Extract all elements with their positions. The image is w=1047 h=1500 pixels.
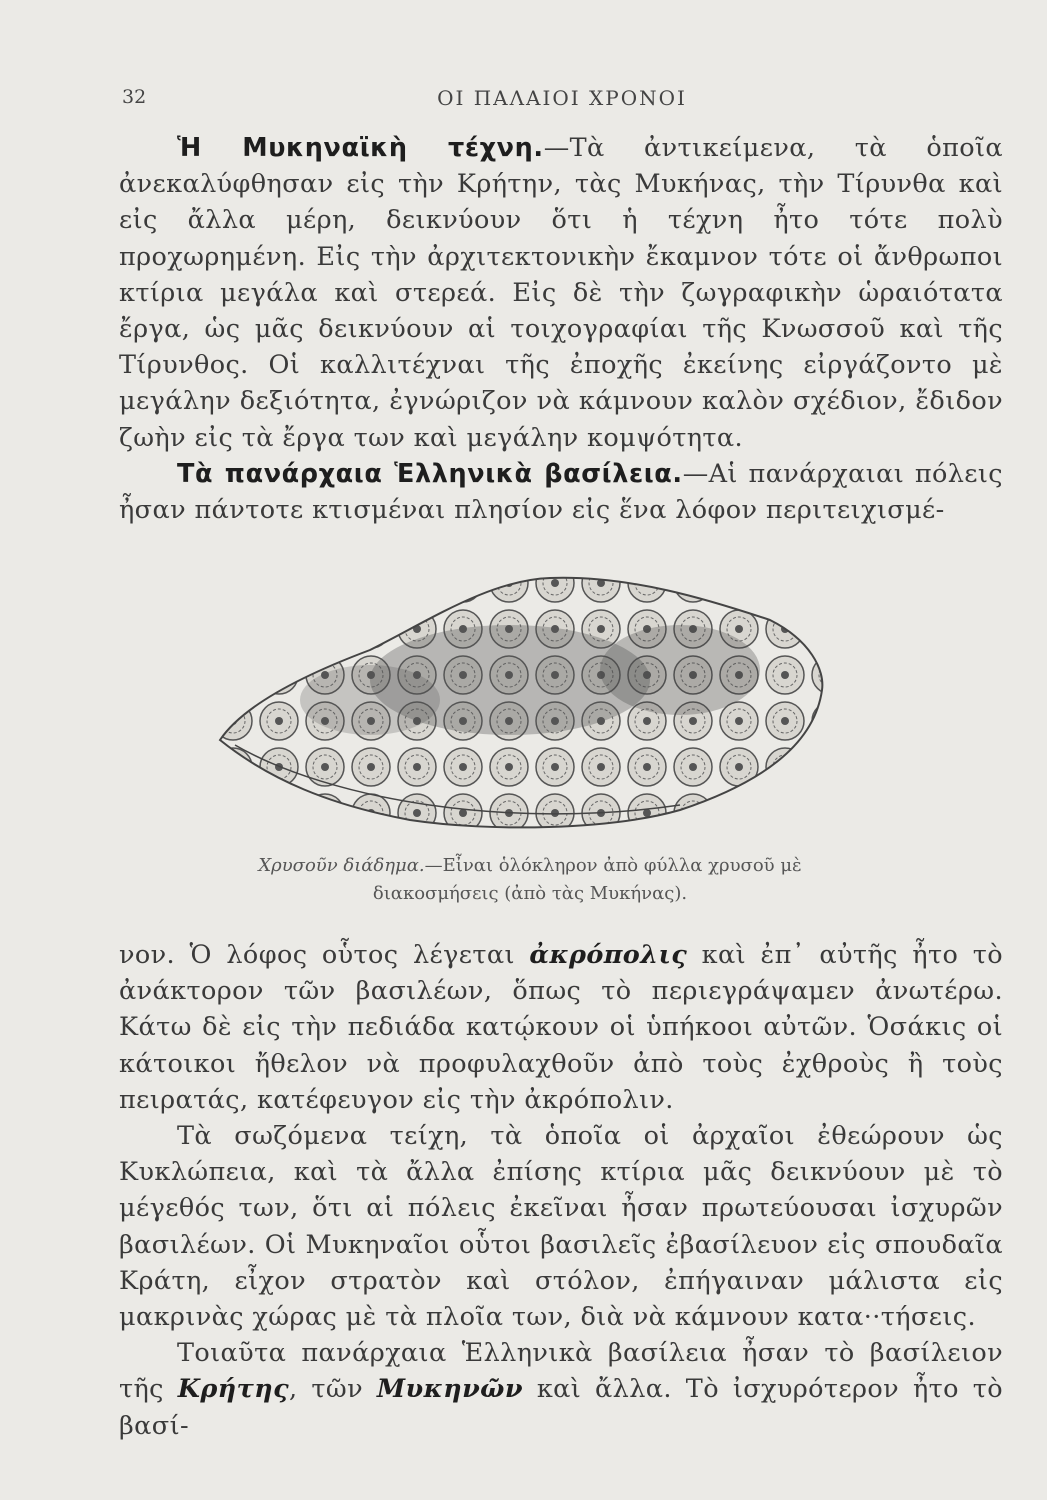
gold-diadem-illustration (210, 560, 830, 850)
paragraph-cyclopean-walls (119, 1118, 1003, 1335)
term-mycenae: Μυκηνῶν (376, 1374, 523, 1405)
paragraph-text: —Τὰ ἀντικείμενα, τὰ ὁποῖα ἀνεκαλύφθησαν εἰς τὴν Κρήτην, τὰς Μυκήνας, τὴν Τίρυνθα καὶ εἰς ἄλλα μέρη, δεικνύουν ὅτι ἡ τέχνη ἦτο τότε πολὺ προχωρημένη. Εἰς τὴν ἀρχιτεκτονικὴν ἔκαμνον τότε οἱ ἄνθρωποι κτίρια μεγάλα καὶ στερεά. Εἰς δὲ τὴν ζωγραφικὴν ὡραιότατα ἔργα, ὡς μᾶς δεικνύουν αἱ τοιχογραφίαι τῆς Κνωσσοῦ καὶ τῆς Τίρυνθος. Οἱ καλλιτέχναι τῆς ἐποχῆς ἐκείνης εἰργάζοντο μὲ μεγάλην δεξιότητα, ἐγνώριζον νὰ κάμνουν καλὸν σχέδιον, ἔδιδον ζωὴν εἰς τὰ ἔργα των καὶ μεγάλην κομψότητα. (119, 133, 1003, 453)
figure-caption (230, 852, 830, 908)
paragraph-text: καὶ ἄλλα. Τὸ ἰσχυρότερον ἦτο τὸ βασί- (119, 1374, 1004, 1441)
page-number: 32 (122, 86, 147, 108)
paragraph-text: Τὰ σωζόμενα τείχη, τὰ ὁποῖα οἱ ἀρχαῖοι ἐθεώρουν ὡς Κυκλώπεια, καὶ τὰ ἄλλα ἐπίσης κτίρια μᾶς δεικνύουν μὲ τὸ μέγεθός των, ὅτι αἱ πόλεις ἐκεῖναι ἦσαν πρωτεύουσαι ἰσχυρῶν βασιλέων. Οἱ Μυκηναῖοι οὗτοι βασιλεῖς ἐβασίλευον εἰς σπουδαῖα Κράτη, εἶχον στρατὸν καὶ στόλον, ἐπήγαιναν μάλιστα εἰς μακρινὰς χώρας μὲ τὰ πλοῖα των, διὰ νὰ κάμνουν κατα··τήσεις. (119, 1121, 1003, 1333)
term-crete: Κρήτης (177, 1374, 290, 1405)
paragraph-acropolis (119, 937, 1003, 1118)
page-header (122, 86, 962, 116)
paragraph-text: —Αἱ πανάρχαιαι πόλεις ἦσαν πάντοτε κτισμέναι πλησίον εἰς ἕνα λόφον περιτειχισμέ- (119, 458, 1003, 526)
paragraph-text: νον. Ὁ λόφος οὗτος λέγεται (119, 940, 530, 970)
text-block-top (119, 130, 1003, 528)
caption-title: Χρυσοῦν διάδημα. (258, 855, 425, 876)
paragraph-text: καὶ ἐπ᾽ αὐτῆς ἦτο τὸ ἀνάκτορον τῶν βασιλέων, ὅπως τὸ περιεγράψαμεν ἀνωτέρω. Κάτω δὲ εἰς τὴν πεδιάδα κατῴκουν οἱ ὑπήκοοι αὐτῶν. Ὁσάκις οἱ κάτοικοι ἤθελον νὰ προφυλαχθοῦν ἀπὸ τοὺς ἐχθροὺς ἢ τοὺς πειρατάς, κατέφευγον εἰς τὴν ἀκρόπολιν. (119, 940, 1003, 1115)
text-block-bottom (119, 937, 1003, 1444)
paragraph-text: Τοιαῦτα πανάρχαια Ἑλληνικὰ βασίλεια ἦσαν τὸ βασίλειον τῆς (119, 1338, 1003, 1405)
section-heading-mycenaean-art: Ἡ Μυκηναϊκὴ τέχνη. (177, 133, 544, 163)
section-heading-ancient-kingdoms: Τὰ πανάρχαια Ἑλληνικὰ βασίλεια. (177, 458, 683, 489)
caption-text: —Εἶναι ὁλόκληρον ἀπὸ φύλλα χρυσοῦ μὲ διακοσμήσεις (ἀπὸ τὰς Μυκήνας). (372, 855, 802, 904)
paragraph-ancient-kingdoms (119, 456, 1003, 528)
paragraph-mycenaean-art (119, 130, 1003, 456)
paragraph-kingdoms-list (119, 1335, 1003, 1444)
term-acropolis: ἀκρόπολις (529, 940, 688, 970)
running-title: ΟΙ ΠΑΛΑΙΟΙ ΧΡΟΝΟΙ (437, 86, 687, 110)
paragraph-text: , τῶν (289, 1374, 377, 1405)
